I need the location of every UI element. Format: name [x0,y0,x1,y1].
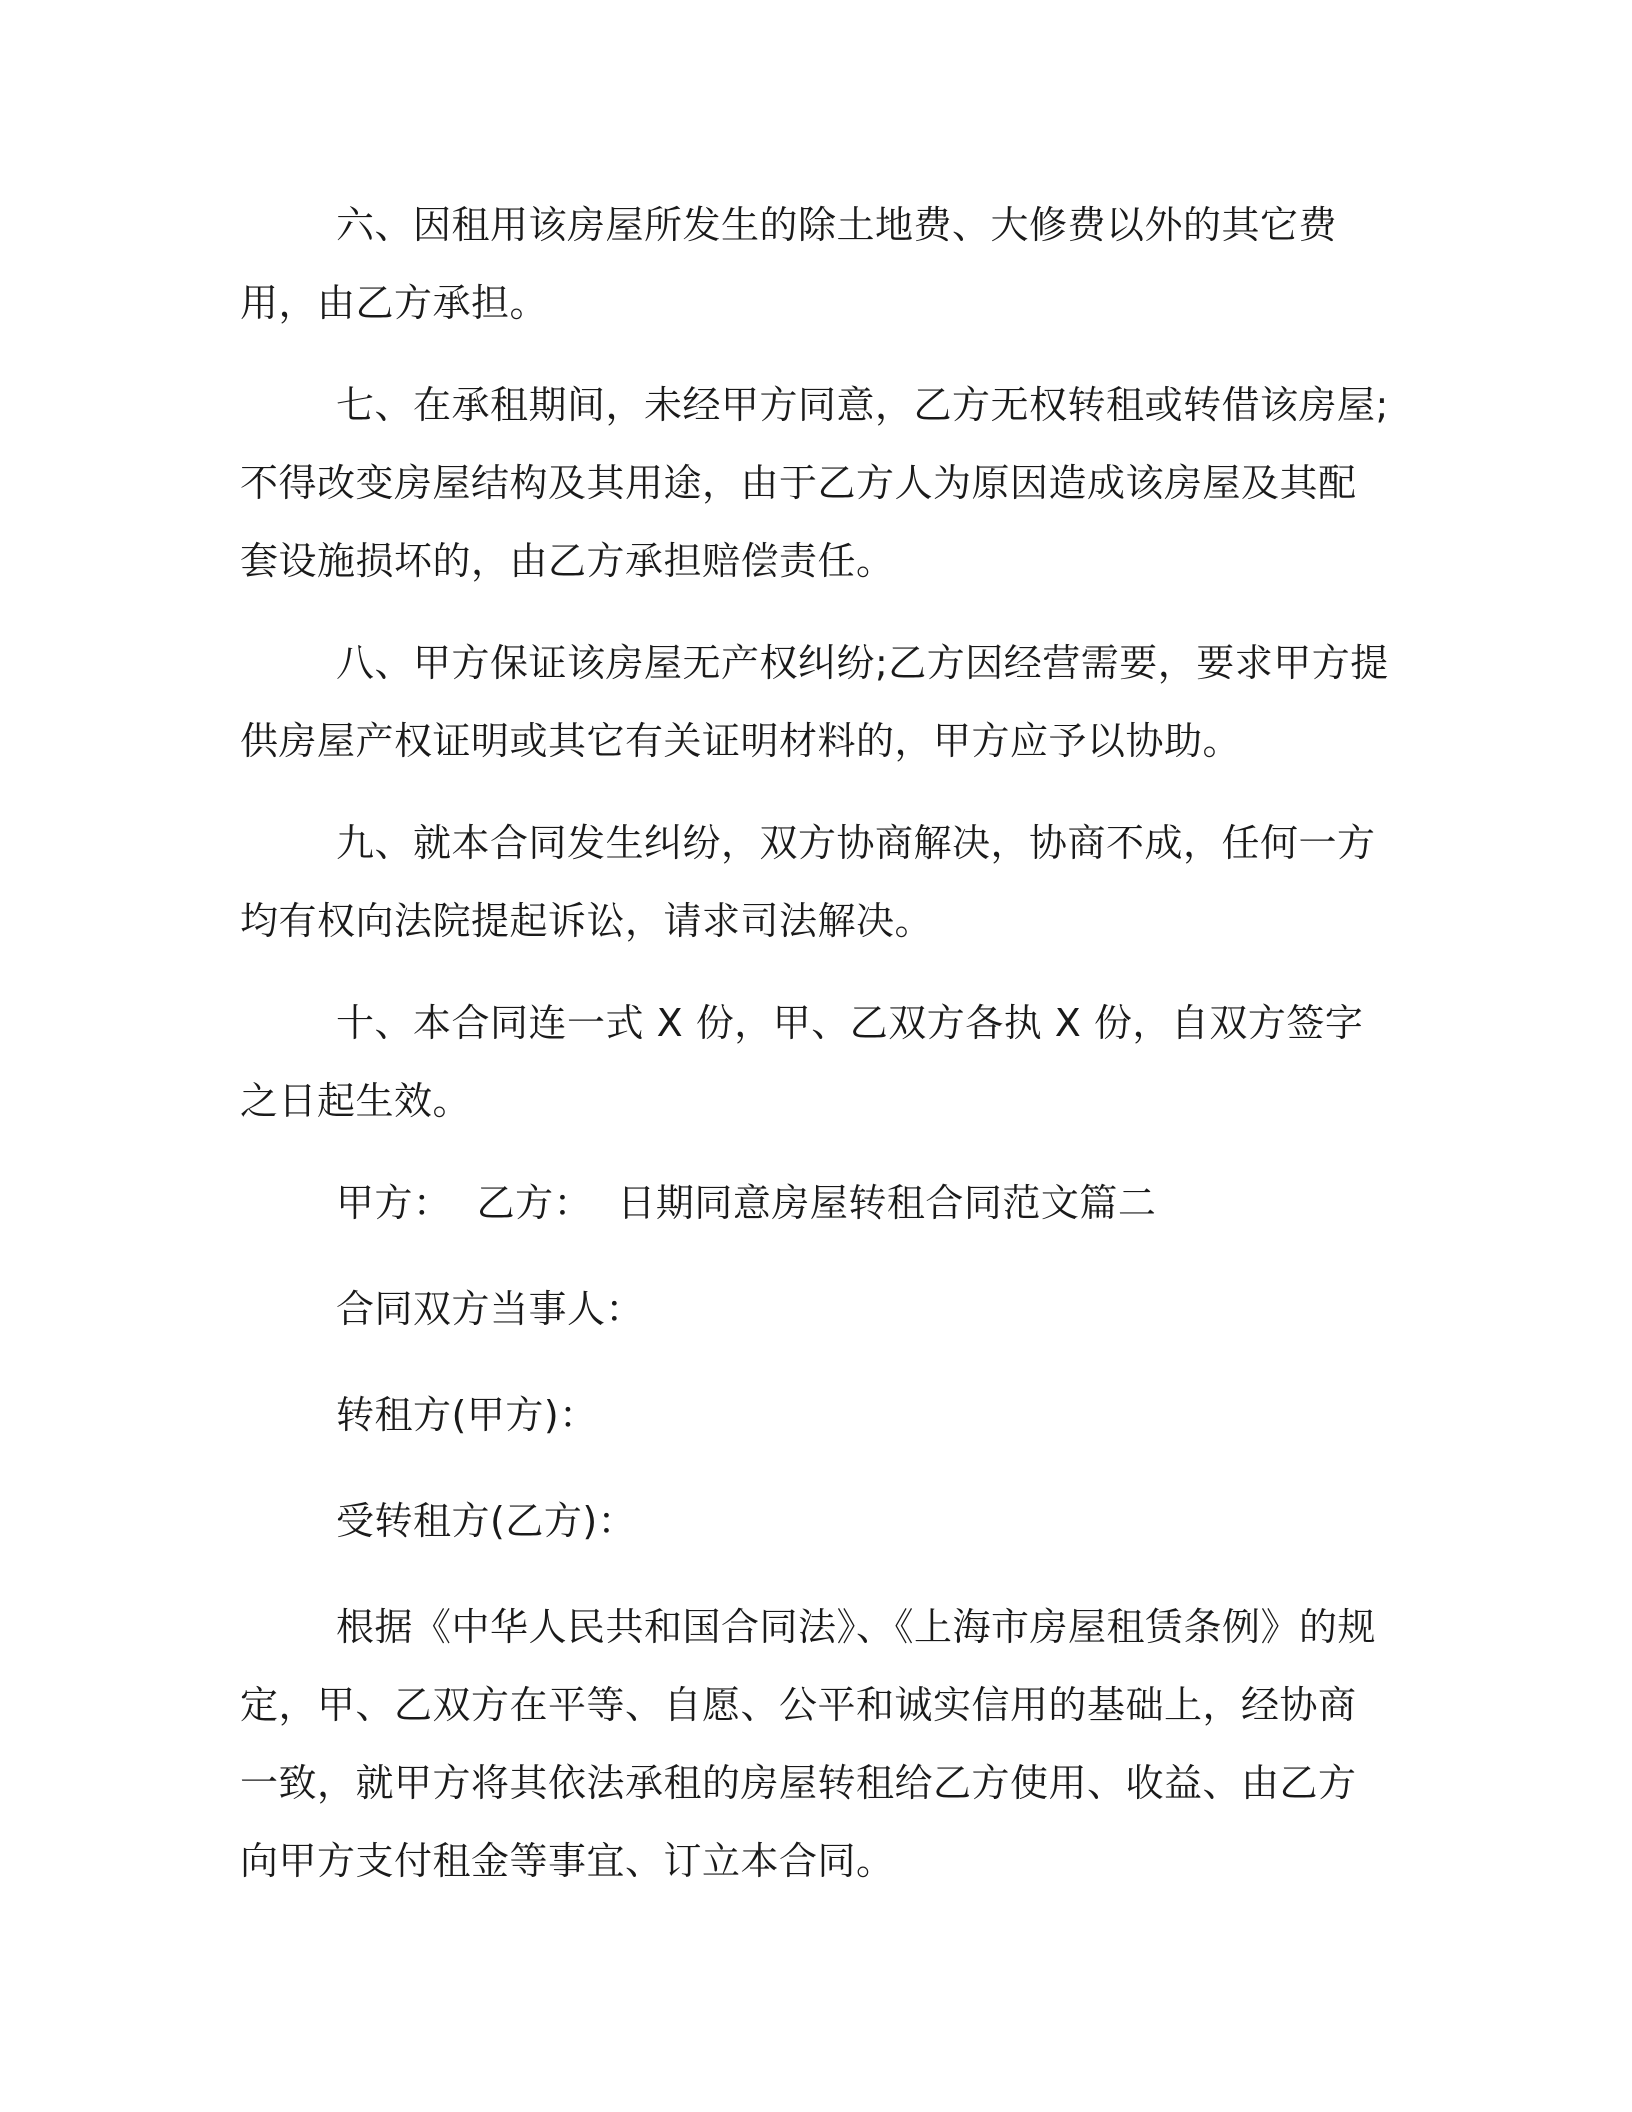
parties-heading: 合同双方当事人： [336,1287,645,1331]
sublessor-label: 转租方(甲方)： [336,1393,598,1437]
clause-six: 六、因租用该房屋所发生的除土地费、大修费以外的其它费用，由乙方承担。 [240,203,1338,325]
clause-eight: 八、甲方保证该房屋无产权纠纷;乙方因经营需要，要求甲方提供房屋产权证明或其它有关证明材料的，甲方应予以协助。 [240,641,1389,763]
preamble-paragraph: 根据《中华人民共和国合同法》、《上海市房屋租赁条例》的规定，甲、乙双方在平等、自愿、公平和诚实信用的基础上，经协商一致，就甲方将其依法承租的房屋转租给乙方使用、收益、由乙方向甲方支付租金等事宜、订立本合同。 [240,1605,1377,1883]
sublessee-label: 受转租方(乙方)： [336,1499,637,1543]
document-body [240,186,1390,1924]
clause-ten: 十、本合同连一式 X 份，甲、乙双方各执 X 份，自双方签字之日起生效。 [240,1001,1364,1123]
clause-nine: 九、就本合同发生纠纷，双方协商解决，协商不成，任何一方均有权向法院提起诉讼，请求司法解决。 [240,821,1376,943]
clause-seven: 七、在承租期间，未经甲方同意，乙方无权转租或转借该房屋;不得改变房屋结构及其用途，由于乙方人为原因造成该房屋及其配套设施损坏的，由乙方承担赔偿责任。 [240,383,1389,583]
signature-line: 甲方： 乙方： 日期同意房屋转租合同范文篇二 [336,1181,1157,1225]
